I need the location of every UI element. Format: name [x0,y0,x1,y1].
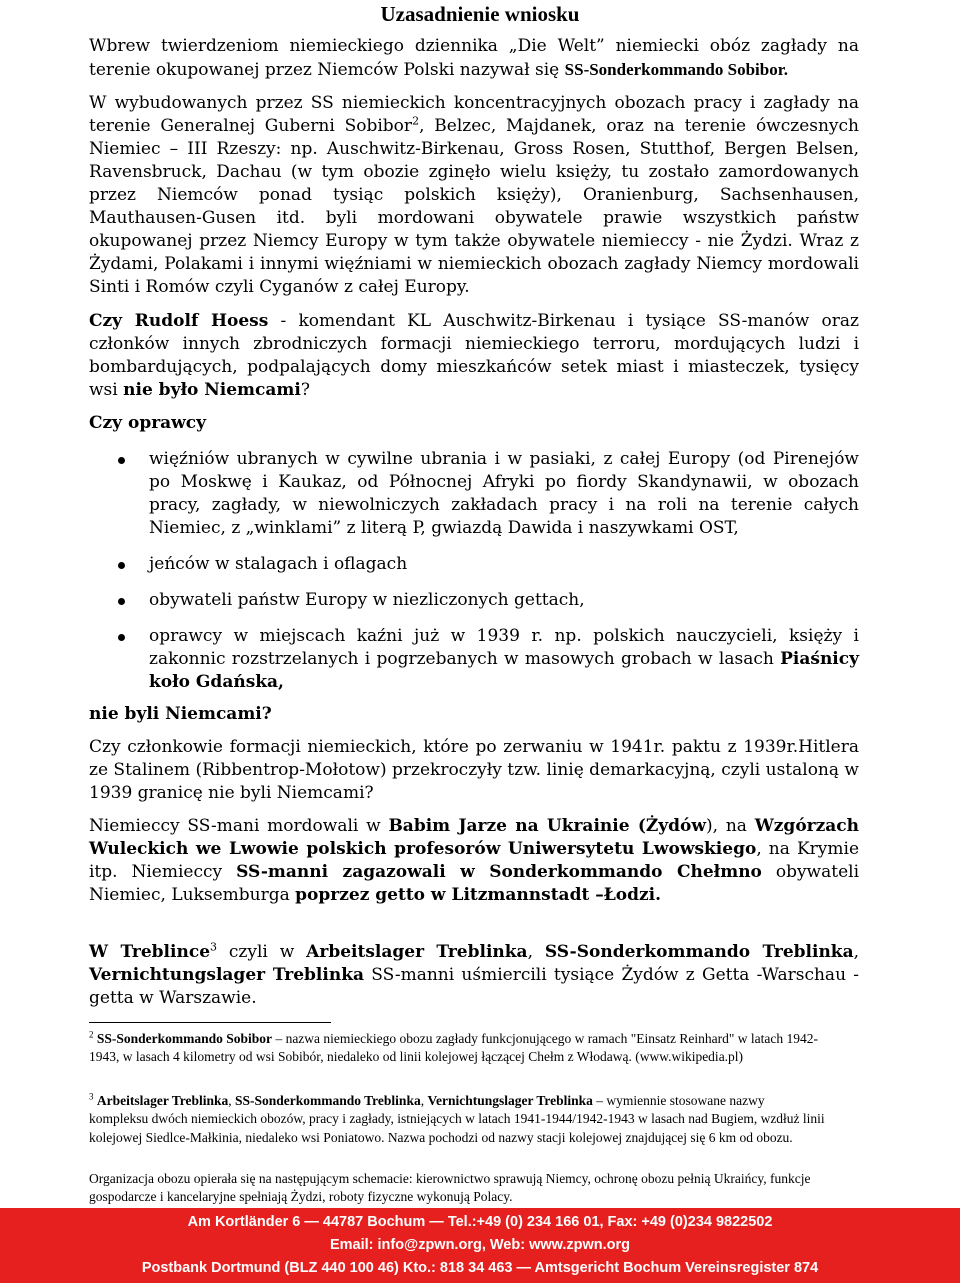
paragraph-text: obywateli Niemiec, Luksemburga [89,862,860,905]
list-item [89,625,859,694]
footnote-text: , [228,1093,236,1108]
paragraph-die-welt [89,35,859,82]
paragraph-text: Auschwitz-Birkenau, Gross Rosen, Stutthof, Bergen Belsen, Ravensbruck, Dachau (w tym obozie zginęło wielu księży, tu zostało zamordowanych przez Niemców ponad tysiąc polskich księży), Oranienburg, Sachsenhausen, Mauthausen-Gusen itd. byli mordowani obywatele prawie wszystkich państw okupowanej przez Niemcy Europy w tym także obywatele niemieccy - nie Żydzi. Wraz z Żydami, Polakami i innymi więźniami w niemieckich obozach zagłady Niemcy mordowali Sinti i Romów czyli Cyganów z całej Europy. [89,139,859,297]
paragraph-text: SS-manni uśmiercili tysiące Żydów z Getta -Warschau - getta w Warszawie. [89,965,859,1008]
paragraph-text: ? [300,380,310,400]
paragraph-niemieccy [89,815,859,907]
babi-jar-bold: Babim Jarze na Ukrainie (Żydów [388,816,707,836]
list-item-text: oprawcy w miejscach kaźni już w 1939 r. np. polskich nauczycieli, księży i zakonnic rozstrzelanych i pogrzebanych w masowych grobach w lasach [149,626,859,669]
paragraph-text: Niemieccy SS-mani mordowali w [89,816,389,836]
paragraph-text: czyli w [217,942,307,962]
footnote-number: 2 [89,1029,94,1040]
paragraph-text: Wbrew twierdzeniom niemieckiego dziennika „Die Welt” niemiecki obóz zagłady na terenie okupowanej przez Niemców Polski nazywał się [89,36,859,80]
bullet-icon [118,634,125,641]
paragraph-text: ), na [706,816,755,836]
bullet-icon [118,457,125,464]
bullet-icon [118,598,125,605]
footer-bar [0,1208,960,1283]
sonderkommando-treblinka-bold: SS-Sonderkommando Treblinka [544,942,854,962]
paragraph-text: - komendant KL Auschwitz-Birkenau i tysiące SS-manów oraz członków innych zbrodniczych formacji niemieckiego terroru, mordujących ludzi i bombardujących, podpalających domy mieszkańców setek miast i miasteczek, tysięcy wsi [89,311,859,400]
litzmannstadt-bold: poprzez getto w Litzmannstadt –Łodzi. [295,885,662,905]
footnote-3 [89,1092,825,1147]
treblinka-bold: W Treblince [89,942,211,962]
arbeitslager-bold: Arbeitslager Treblinka [306,942,528,962]
footnote-number: 3 [89,1091,94,1102]
footer-bank: Postbank Dortmund (BLZ 440 100 46) Kto.: 818 34 463 — Amtsgericht Bochum Vereinsregister 874 [141,1260,819,1276]
footnote-text: – nazwa niemieckiego obozu zagłady funkcjonującego w ramach "Einsatz Reinhard" w latach 1942-1943, w lasach 4 kilometry od wsi Sobibór, niedaleko od linii kolejowej łączącej Chełm z Włodawą. (www.wikipedia.pl) [89,1031,819,1065]
hoess-bold: Czy Rudolf Hoess [89,311,269,331]
footnote-bold: SS-Sonderkommando Treblinka [235,1093,421,1108]
paragraph-text: W wybudowanych przez SS niemieckich koncentracyjnych obozach pracy i zagłady na terenie Generalnej Guberni Sobibor [89,93,859,136]
list-item [89,448,859,540]
footnote-ref-3[interactable]: 3 [210,940,218,954]
paragraph-camps [89,92,859,299]
paragraph-hoess [89,310,859,402]
list-item-text: więźniów ubranych w cywilne ubrania i w pasiaki, z całej Europy (od Pirenejów po Moskwę i Kaukaz, od Północnej Afryki po fiordy Skandynawii, w obozach pracy, zagłady, w niewolniczych zakładach pracy i na roli na terenie całych Niemiec, z „winklami” z literą P, gwiazdą Dawida i naszywkami OST, [149,449,859,538]
nie-byli-niemcami: nie byli Niemcami? [89,704,272,724]
list-item [89,553,859,576]
vernichtungslager-bold: Vernichtungslager Treblinka [89,965,364,985]
footnote-text: , [420,1093,428,1108]
footnote-bold: Vernichtungslager Treblinka [427,1093,593,1108]
footnote-2 [89,1030,825,1067]
list-item-text: obywateli państw Europy w niezliczonych gettach, [149,590,585,610]
bullet-list [89,448,859,694]
document-title: Uzasadnienie wniosku [380,2,580,26]
footnote-bold: Arbeitslager Treblinka [96,1093,229,1108]
paragraph-text: , na Krymie itp. Niemieccy [89,839,859,882]
paragraph-text: , [853,942,860,962]
piasnica-bold: Piaśnicy koło Gdańska, [149,649,859,692]
footnote-3-continued: Organizacja obozu opierała się na następującym schemacie: kierownictwo sprawują Niemcy, ochronę obozu pełnią Ukraińcy, funkcje gospodarcze i kancelaryjne spełniają Żydzi, roboty fizyczne wykonują Polacy. [89,1171,811,1205]
footnote-divider [89,1022,331,1023]
footnote-text: – wymiennie stosowane nazwy kompleksu dwóch niemieckich obozów, pracy i zagłady, istniejących w latach 1941-1944/1942-1943 w lasach nad Bugiem, wzdłuż linii kolejowej Siedlce-Małkinia, niedaleko wsi Poniatowo. Nazwa pochodzi od nazwy stacji kolejowej znajdującej się 6 km od obozu. [89,1093,825,1145]
nie-bylo-niemcami-bold: nie było Niemcami [123,380,301,400]
footnote-bold: SS-Sonderkommando Sobibor [96,1031,273,1046]
wulecki-bold: Wzgórzach Wuleckich we Lwowie polskich profesorów Uniwersytetu Lwowskiego [89,816,859,859]
paragraph-text: , Belzec, Majdanek, oraz na terenie ówczesnych Niemiec – III Rzeszy: np. [89,116,860,159]
footer-address: Am Kortländer 6 — 44787 Bochum — Tel.:+49 (0) 234 166 01, Fax: +49 (0)234 9822502 [187,1214,773,1230]
paragraph-treblinka [89,941,859,1010]
list-item [89,589,859,612]
sobibor-bold: SS-Sonderkommando Sobibor. [564,60,788,79]
footnote-ref-2[interactable]: 2 [412,114,420,128]
paragraph-text: , [527,942,545,962]
footer-contact[interactable]: Email: info@zpwn.org, Web: www.zpwn.org [329,1237,631,1253]
heading-czy-oprawcy: Czy oprawcy [89,413,207,433]
chelmno-bold: SS-manni zagazowali w Sonderkommando Chełmno [236,862,762,882]
bullet-icon [118,562,125,569]
paragraph-czlonkowie: Czy członkowie formacji niemieckich, które po zerwaniu w 1941r. paktu z 1939r.Hitlera ze Stalinem (Ribbentrop-Mołotow) przekroczyły tzw. linię demarkacyjną, czyli ustaloną w 1939 granicę nie byli Niemcami? [89,737,859,803]
list-item-text: jeńców w stalagach i oflagach [149,554,408,574]
